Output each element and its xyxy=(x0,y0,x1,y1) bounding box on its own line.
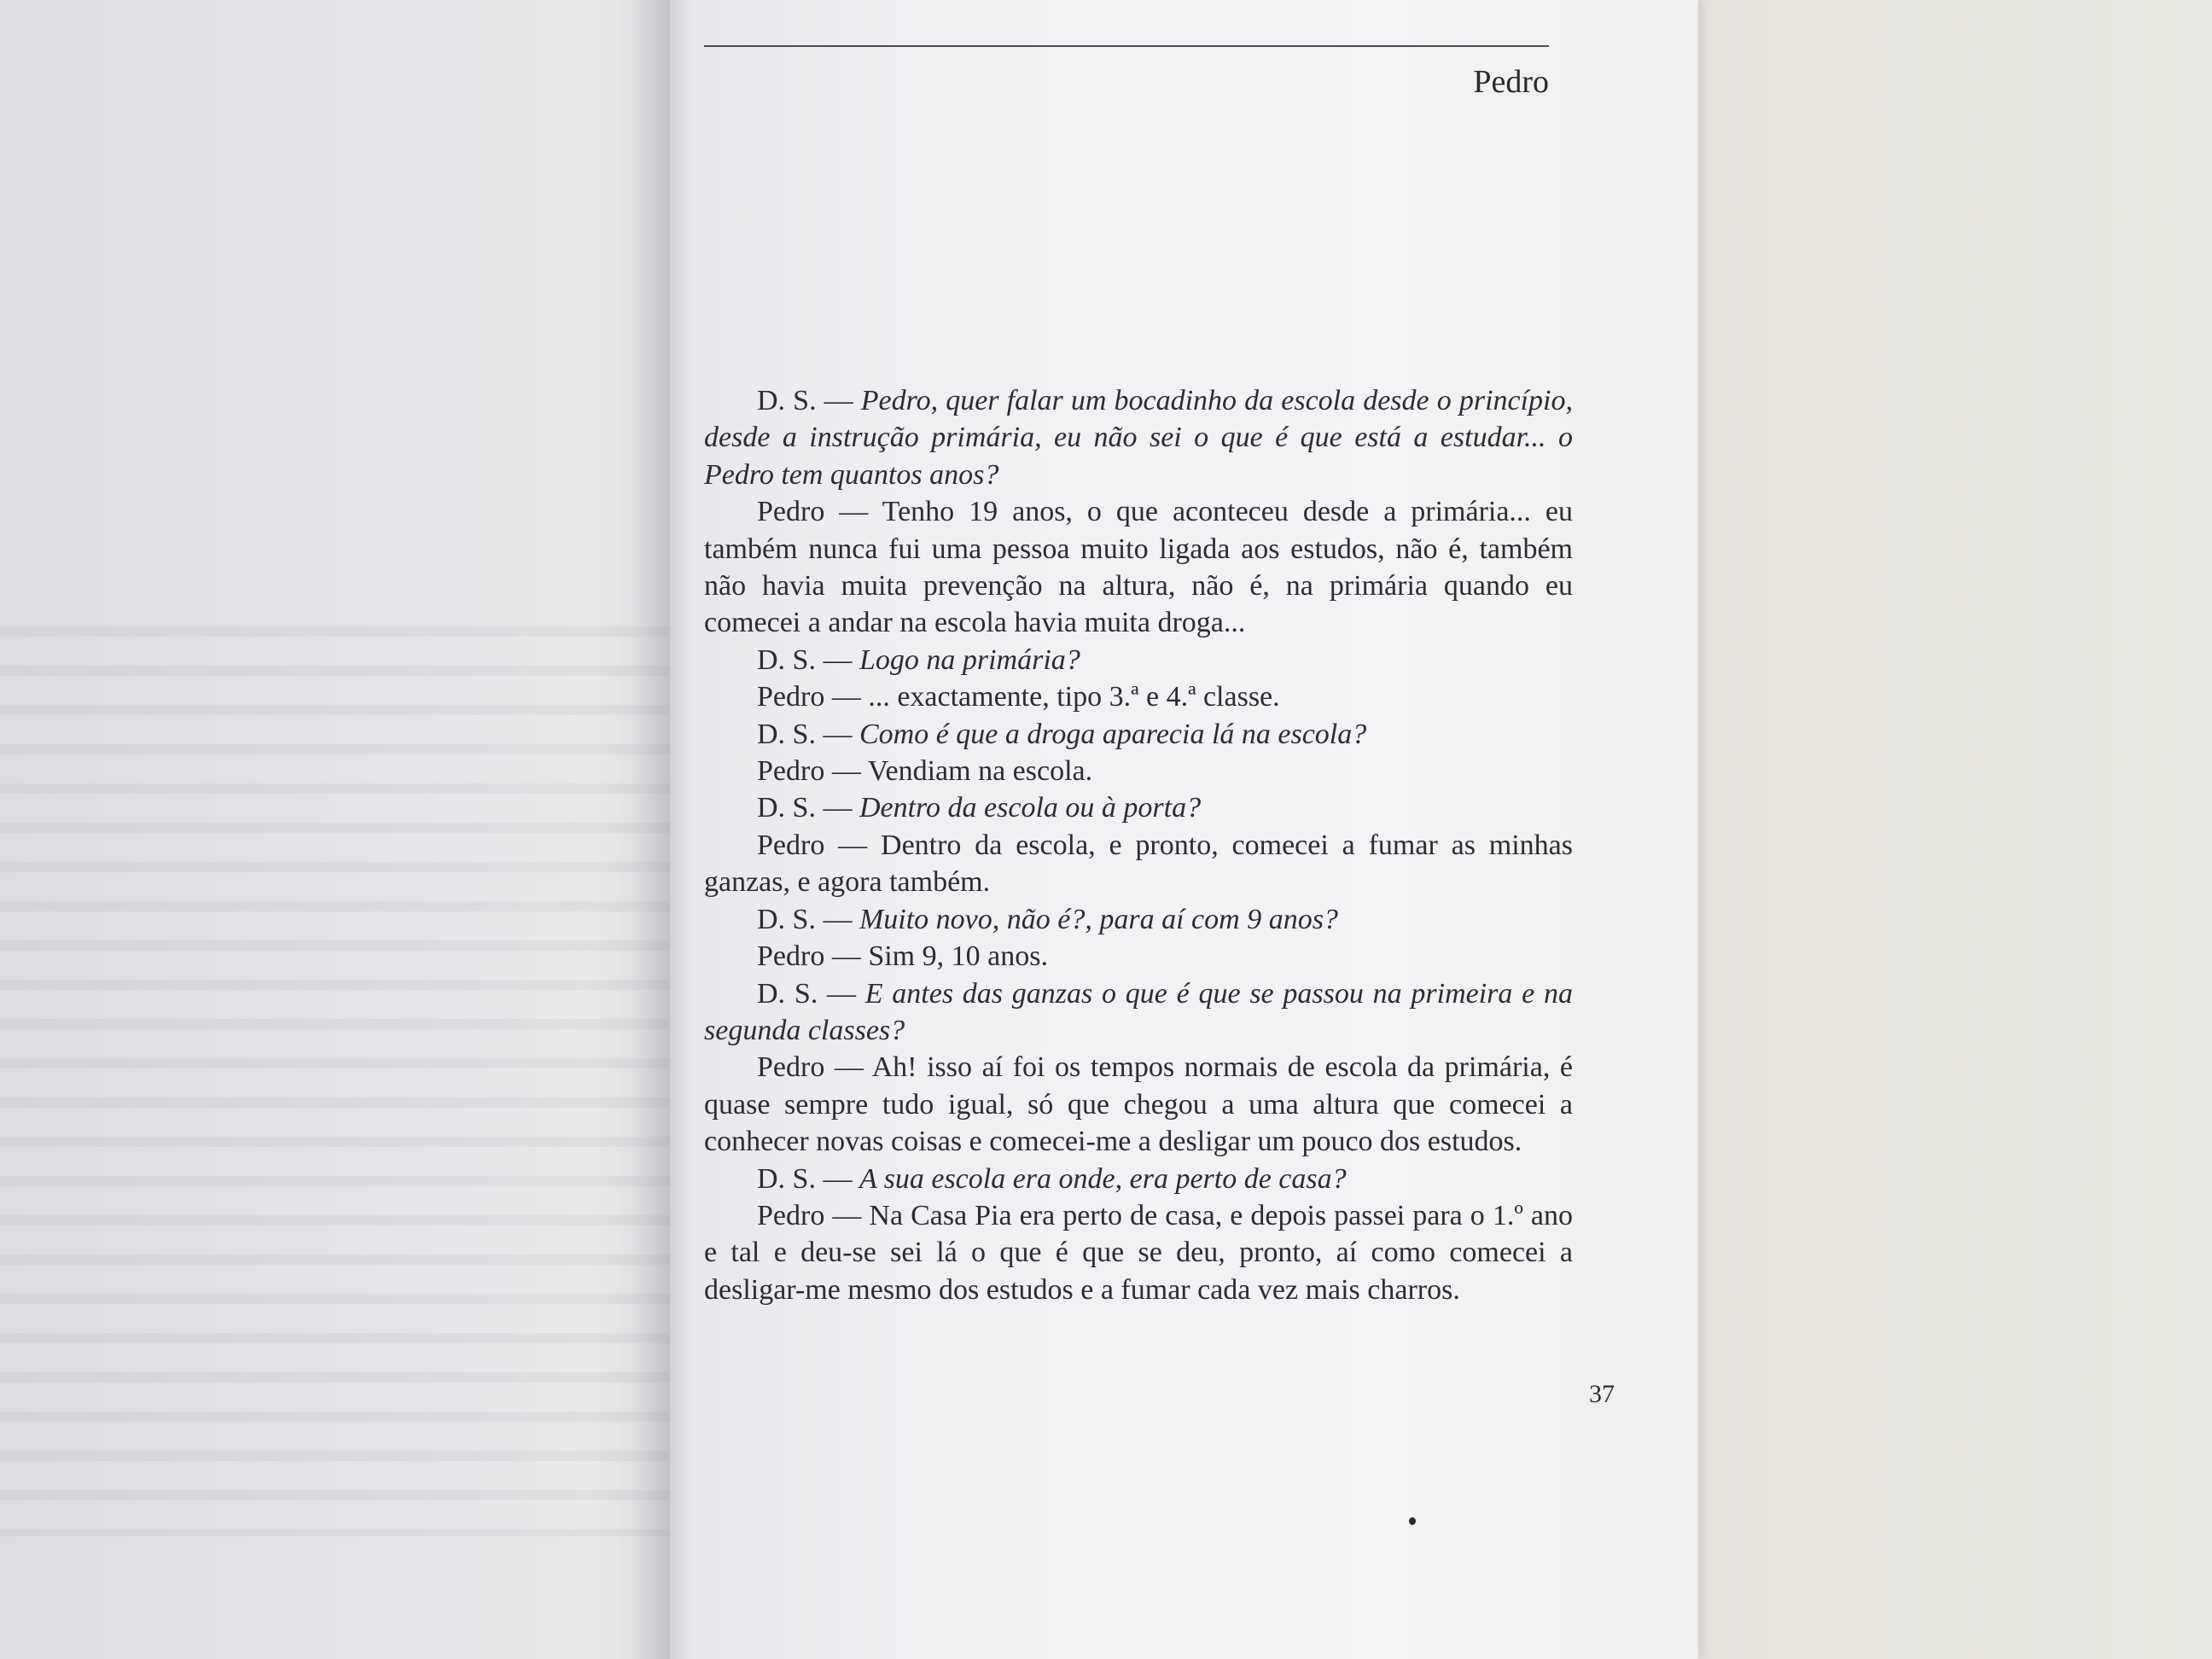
speaker-label: Pedro — xyxy=(757,681,861,713)
speaker-label: D. S. — xyxy=(757,977,856,1010)
paragraph xyxy=(704,789,1573,826)
ink-speck xyxy=(1409,1517,1416,1525)
paragraph-text: Vendiam na escola. xyxy=(867,755,1093,788)
paragraph xyxy=(704,1197,1573,1308)
speaker-label: D. S. — xyxy=(757,643,853,676)
paragraph xyxy=(704,1049,1573,1160)
paragraph-text: Sim 9, 10 anos. xyxy=(868,940,1048,973)
speaker-label: Pedro — xyxy=(757,755,861,788)
paragraph xyxy=(704,1161,1573,1197)
paragraph xyxy=(704,493,1573,642)
paragraph xyxy=(704,938,1573,975)
paragraph-text: A sua escola era onde, era perto de casa? xyxy=(859,1162,1347,1195)
paragraph-text: Tenho 19 anos, o que aconteceu desde a primária... eu também nunca fui uma pessoa muito ligada aos estudos, não é, também não havia muita prevenção na altura, não é, na primária quando eu comecei a andar na escola havia muita droga... xyxy=(704,496,1574,639)
paragraph-text: E antes das ganzas o que é que se passou na primeira e na segunda classes? xyxy=(704,977,1573,1046)
page-number: 37 xyxy=(1589,1380,1615,1408)
paragraph xyxy=(704,827,1573,901)
speaker-label: D. S. — xyxy=(757,903,853,935)
paragraph xyxy=(704,975,1573,1050)
speaker-label: D. S. — xyxy=(757,1162,853,1195)
speaker-label: Pedro — xyxy=(757,496,869,528)
interview-text xyxy=(704,382,1573,1308)
speaker-label: Pedro — xyxy=(757,829,868,861)
paragraph xyxy=(704,901,1573,938)
paragraph-text: Como é que a droga aparecia lá na escola? xyxy=(859,718,1367,750)
paragraph-text: ... exactamente, tipo 3.ª e 4.ª classe. xyxy=(868,681,1280,713)
paragraph xyxy=(704,716,1573,753)
paragraph xyxy=(704,642,1573,678)
speaker-label: D. S. — xyxy=(757,718,853,750)
paragraph-text: Pedro, quer falar um bocadinho da escola desde o princípio, desde a instrução primária, eu não sei o que é que está a estudar... o Pedro tem quantos anos? xyxy=(704,385,1573,491)
table-surface xyxy=(1698,0,2212,1659)
paragraph-text: Dentro da escola ou à porta? xyxy=(859,792,1202,824)
left-page-bleed-through xyxy=(0,597,674,1536)
paragraph-text: Muito novo, não é?, para aí com 9 anos? xyxy=(859,903,1338,935)
paragraph xyxy=(704,678,1573,715)
paragraph-text: Na Casa Pia era perto de casa, e depois passei para o 1.º ano e tal e deu-se sei lá o que é que se deu, pronto, aí como comecei a desligar-me mesmo dos estudos e a fumar cada vez mais charros. xyxy=(704,1199,1573,1306)
speaker-label: Pedro — xyxy=(757,1051,864,1084)
speaker-label: Pedro — xyxy=(757,1199,862,1231)
book-gutter xyxy=(632,0,691,1659)
running-head: Pedro xyxy=(1473,64,1549,100)
speaker-label: Pedro — xyxy=(757,940,861,973)
paragraph xyxy=(704,753,1573,789)
speaker-label: D. S. — xyxy=(757,792,853,824)
paragraph-text: Ah! isso aí foi os tempos normais de escola da primária, é quase sempre tudo igual, só que chegou a uma altura que comecei a conhecer novas coisas e comecei-me a desligar um pouco dos estudos. xyxy=(704,1051,1573,1158)
paragraph xyxy=(704,382,1573,493)
header-rule xyxy=(704,45,1549,47)
speaker-label: D. S. — xyxy=(757,385,853,416)
paragraph-text: Dentro da escola, e pronto, comecei a fumar as minhas ganzas, e agora também. xyxy=(704,829,1573,899)
paragraph-text: Logo na primária? xyxy=(859,643,1080,676)
left-page xyxy=(0,0,674,1659)
